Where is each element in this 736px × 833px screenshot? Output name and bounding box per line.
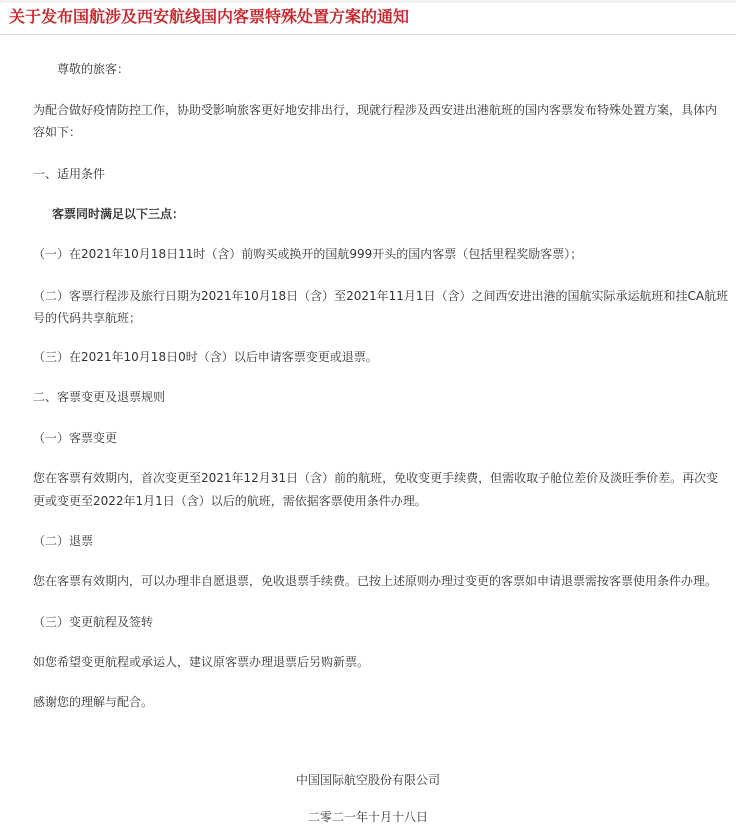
page-title: 关于发布国航涉及西安航线国内客票特殊处置方案的通知: [9, 7, 410, 26]
section-2-heading: 二、客票变更及退票规则: [33, 390, 166, 404]
condition-item-2-line-2: 号的代码共享航班；: [33, 311, 142, 325]
endorse-heading: （三）变更航程及签转: [33, 615, 154, 629]
intro-paragraph-line-1: 为配合做好疫情防控工作，协助受影响旅客更好地安排出行，现就行程涉及西安进出港航班的国内客票发布特殊处置方案，具体内: [33, 103, 718, 117]
change-paragraph-line-1: 您在客票有效期内，首次变更至2021年12月31日（含）前的航班，免收变更手续费，但需收取子舱位差价及淡旺季价差。再次变: [33, 471, 719, 485]
change-paragraph-line-2: 更或变更至2022年1月1日（含）以后的航班，需依据客票使用条件办理。: [33, 494, 427, 508]
section-1-subheading: 客票同时满足以下三点：: [52, 207, 185, 221]
thanks-line: 感谢您的理解与配合。: [33, 695, 154, 709]
title-divider: [0, 34, 736, 35]
section-1-heading: 一、适用条件: [33, 167, 106, 181]
top-edge-bar: [0, 0, 736, 3]
signature-date: 二零二一年十月十八日: [307, 810, 428, 824]
refund-heading: （二）退票: [33, 534, 94, 548]
greeting: 尊敬的旅客：: [57, 62, 130, 76]
endorse-paragraph: 如您希望变更航程或承运人，建议原客票办理退票后另购新票。: [33, 655, 370, 669]
condition-item-1: （一）在2021年10月18日11时（含）前购买或换开的国航999开头的国内客票（包括里程奖励客票）；: [33, 247, 583, 261]
condition-item-2-line-1: （二）客票行程涉及旅行日期为2021年10月18日（含）至2021年11月1日（含）之间西安进出港的国航实际承运航班和挂CA航班: [33, 289, 729, 303]
intro-paragraph-line-2: 容如下：: [33, 125, 82, 139]
signature-organization: 中国国际航空股份有限公司: [295, 773, 440, 787]
refund-paragraph: 您在客票有效期内，可以办理非自愿退票，免收退票手续费。已按上述原则办理过变更的客票如申请退票需按客票使用条件办理。: [33, 574, 718, 588]
change-heading: （一）客票变更: [33, 431, 118, 445]
condition-item-3: （三）在2021年10月18日0时（含）以后申请客票变更或退票。: [33, 350, 378, 364]
